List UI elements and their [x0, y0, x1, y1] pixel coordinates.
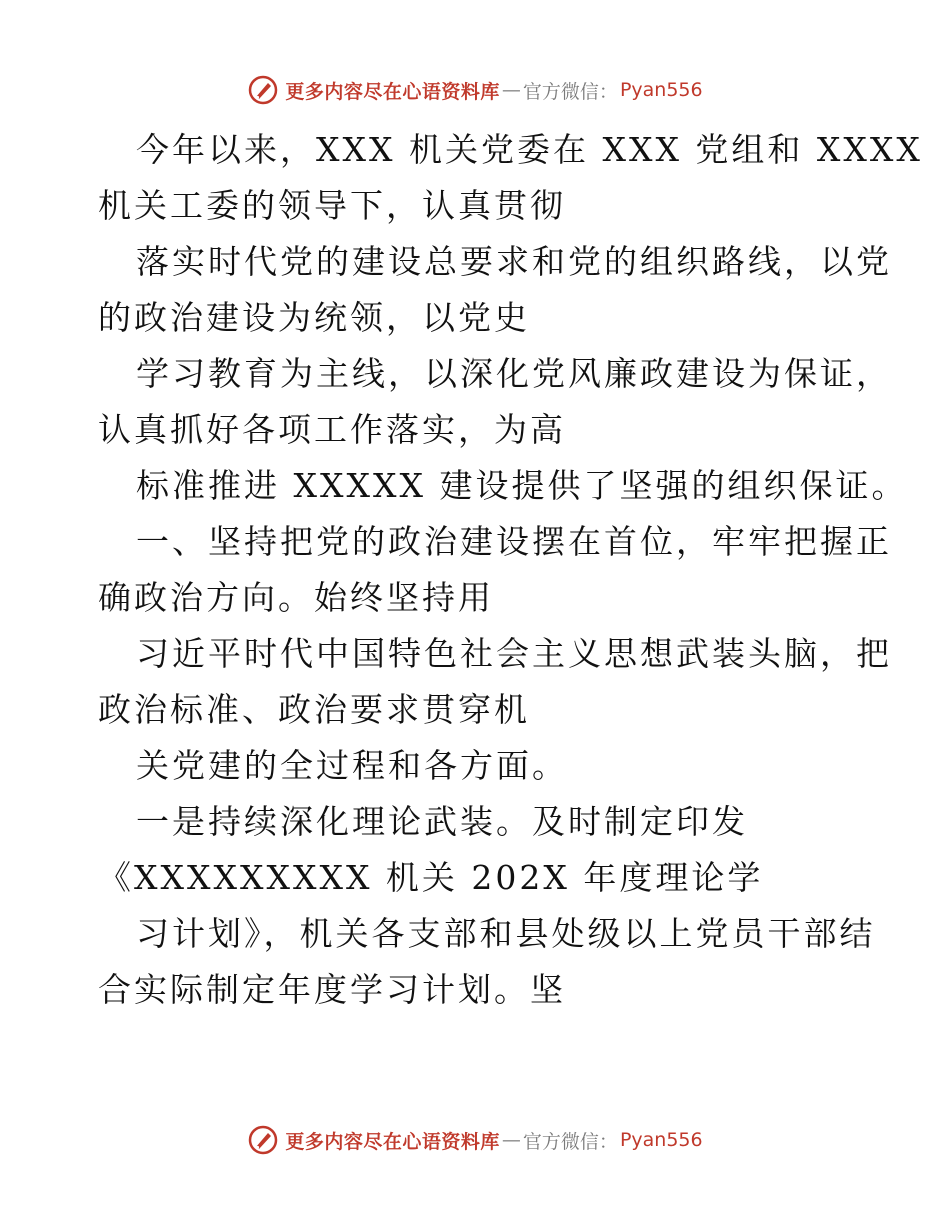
- body-line: 落实时代党的建设总要求和党的组织路线，以党: [136, 242, 892, 281]
- document-body: [98, 122, 923, 1018]
- watermark-header: [0, 70, 950, 110]
- body-line: 机关工委的领导下，认真贯彻: [98, 186, 566, 225]
- body-line: 的政治建设为统领，以党史: [98, 298, 530, 337]
- body-line: 习计划》，机关各支部和县处级以上党员干部结: [136, 914, 876, 953]
- watermark-separator: —: [501, 79, 521, 101]
- body-line: 合实际制定年度学习计划。坚: [98, 970, 566, 1009]
- pen-circle-logo-icon: [247, 1124, 279, 1156]
- body-line: 一是持续深化理论武装。及时制定印发: [136, 802, 748, 841]
- watermark-main-text: 更多内容尽在心语资料库: [285, 80, 500, 103]
- body-line: 今年以来，XXX 机关党委在 XXX 党组和 XXXX: [136, 130, 923, 169]
- body-line: 习近平时代中国特色社会主义思想武装头脑，把: [136, 634, 892, 673]
- pen-circle-logo-icon: [247, 74, 279, 106]
- watermark-sub-text: 官方微信：: [522, 80, 618, 103]
- body-line: 确政治方向。始终坚持用: [98, 578, 494, 617]
- body-line: 标准推进 XXXXX 建设提供了坚强的组织保证。: [136, 466, 908, 505]
- body-line: 学习教育为主线，以深化党风廉政建设为保证，: [136, 354, 892, 393]
- body-line: 政治标准、政治要求贯穿机: [98, 690, 530, 729]
- watermark-handle: Pyan556: [619, 1129, 703, 1151]
- watermark-separator: —: [501, 1129, 521, 1151]
- body-line: 认真抓好各项工作落实，为高: [98, 410, 566, 449]
- body-line: 一、坚持把党的政治建设摆在首位，牢牢把握正: [136, 522, 892, 561]
- body-line: 关党建的全过程和各方面。: [136, 746, 568, 785]
- body-line: 《XXXXXXXXX 机关 202X 年度理论学: [98, 858, 764, 897]
- watermark-footer: [0, 1120, 950, 1160]
- watermark-sub-text: 官方微信：: [522, 1130, 618, 1153]
- watermark-main-text: 更多内容尽在心语资料库: [285, 1130, 500, 1153]
- watermark-handle: Pyan556: [619, 79, 703, 101]
